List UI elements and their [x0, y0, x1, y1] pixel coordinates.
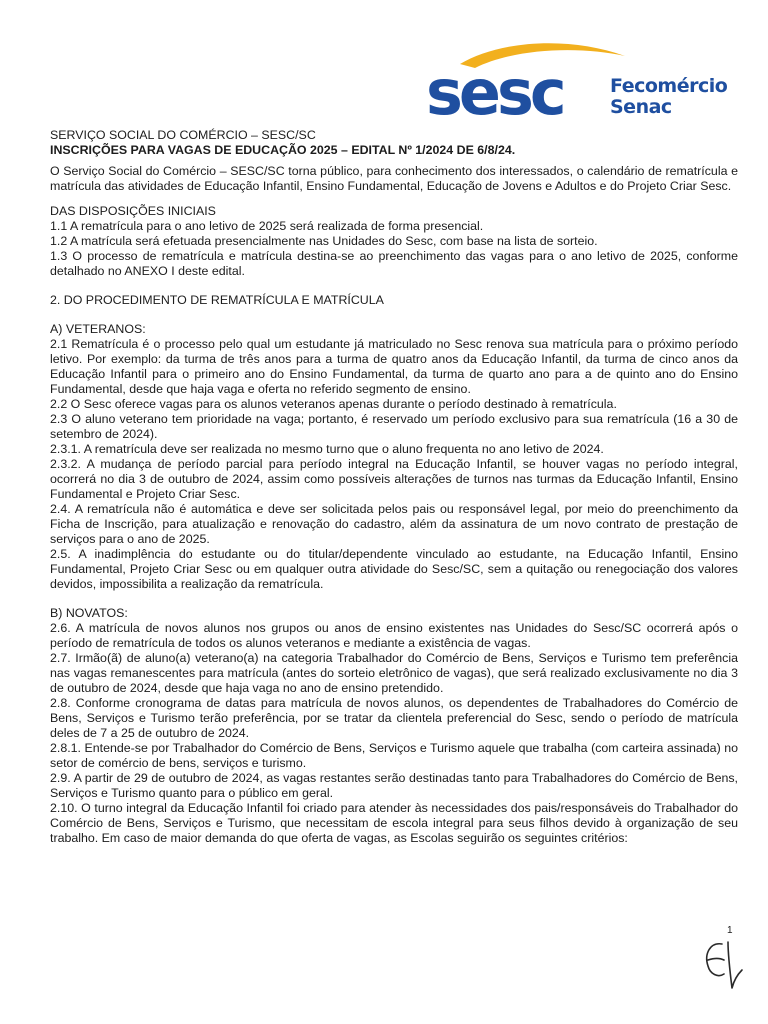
- sesc-fecomercio-senac-logo: [420, 34, 750, 129]
- veteranos-item: 2.3.2. A mudança de período parcial para período integral na Educação Infantil, se houver vagas no período integral, ocorrerá no dia 3 de outubro de 2024, assim como possíveis alterações de turnos nas turmas da Educação Infantil, Ensino Fundamental e Projeto Criar Sesc.: [50, 457, 738, 501]
- document-body: [50, 128, 738, 846]
- handwritten-initials-signature: [698, 936, 746, 998]
- novatos-item: 2.6. A matrícula de novos alunos nos grupos ou anos de ensino existentes nas Unidades do Sesc/SC ocorrerá após o período de rematrícula de todos os alunos veteranos e mediante a existência de vagas.: [50, 621, 738, 650]
- veteranos-item: 2.3.1. A rematrícula deve ser realizada no mesmo turno que o aluno frequenta no ano letivo de 2024.: [50, 442, 604, 456]
- novatos-item: 2.9. A partir de 29 de outubro de 2024, as vagas restantes serão destinadas tanto para Trabalhadores do Comércio de Bens, Serviços e Turismo quanto para o público em geral.: [50, 771, 738, 800]
- novatos-title: B) NOVATOS:: [50, 606, 128, 620]
- novatos-item: 2.8.1. Entende-se por Trabalhador do Comércio de Bens, Serviços e Turismo aquele que trabalha (com carteira assinada) no setor de comércio de bens, serviços e turismo.: [50, 741, 738, 770]
- logo-sesc-text: sesc: [426, 56, 563, 129]
- header-line-2: INSCRIÇÕES PARA VAGAS DE EDUCAÇÃO 2025 – EDITAL Nº 1/2024 DE 6/8/24.: [50, 143, 516, 157]
- novatos-item: 2.10. O turno integral da Educação Infantil foi criado para atender às necessidades dos pais/responsáveis do Trabalhador do Comércio de Bens, Serviços e Turismo, que necessitam de escola integral para seus filhos devido à organização de seu trabalho. Em caso de maior demanda do que oferta de vagas, as Escolas seguirão os seguintes critérios:: [50, 801, 738, 845]
- logo-fecomercio: Fecomércio: [610, 75, 728, 97]
- section1-item: 1.3 O processo de rematrícula e matrícula destina-se ao preenchimento das vagas para o ano letivo de 2025, conforme detalhado no ANEXO I deste edital.: [50, 249, 738, 278]
- section2-title: 2. DO PROCEDIMENTO DE REMATRÍCULA E MATRÍCULA: [50, 293, 384, 307]
- veteranos-item: 2.3 O aluno veterano tem prioridade na vaga; portanto, é reservado um período exclusivo para sua rematrícula (16 a 30 de setembro de 2024).: [50, 412, 738, 441]
- veteranos-item: 2.4. A rematrícula não é automática e deve ser solicitada pelos pais ou responsável legal, por meio do preenchimento da Ficha de Inscrição, para atualização e renovação do cadastro, além da assinatura de um novo contrato de prestação de serviços para o ano de 2025.: [50, 502, 738, 546]
- novatos-item: 2.8. Conforme cronograma de datas para matrícula de novos alunos, os dependentes de Trabalhadores do Comércio de Bens, Serviços e Turismo terão preferência, por se tratar da clientela preferencial do Sesc, sendo o período de matrícula deles de 7 a 25 de outubro de 2024.: [50, 696, 738, 740]
- header-line-1: SERVIÇO SOCIAL DO COMÉRCIO – SESC/SC: [50, 128, 316, 142]
- page-number: 1: [727, 925, 733, 936]
- veteranos-title: A) VETERANOS:: [50, 322, 146, 336]
- novatos-item: 2.7. Irmão(ã) de aluno(a) veterano(a) na categoria Trabalhador do Comércio de Bens, Serviços e Turismo tem preferência nas vagas remanescentes para matrícula (antes do sorteio eletrônico de vagas), que será realizado exclusivamente no dia 3 de outubro de 2024, desde que haja vaga no ano de ensino pretendido.: [50, 651, 738, 695]
- section1-item: 1.2 A matrícula será efetuada presencialmente nas Unidades do Sesc, com base na lista de sorteio.: [50, 234, 598, 248]
- veteranos-item: 2.2 O Sesc oferece vagas para os alunos veteranos apenas durante o período destinado à rematrícula.: [50, 397, 617, 411]
- veteranos-item: 2.5. A inadimplência do estudante ou do titular/dependente vinculado ao estudante, na Educação Infantil, Ensino Fundamental, Projeto Criar Sesc ou em qualquer outra atividade do Sesc/SC, sem a quitação ou renegociação dos valores devidos, impossibilita a realização da rematrícula.: [50, 547, 738, 591]
- intro-paragraph: O Serviço Social do Comércio – SESC/SC torna público, para conhecimento dos interessados, o calendário de rematrícula e matrícula das atividades de Educação Infantil, Ensino Fundamental, Educação de Jovens e Adultos e do Projeto Criar Sesc.: [50, 164, 738, 193]
- logo-side-text: [610, 76, 727, 118]
- section1-item: 1.1 A rematrícula para o ano letivo de 2025 será realizada de forma presencial.: [50, 219, 484, 233]
- section1-title: DAS DISPOSIÇÕES INICIAIS: [50, 204, 216, 218]
- logo-senac: Senac: [610, 96, 672, 118]
- veteranos-item: 2.1 Rematrícula é o processo pelo qual um estudante já matriculado no Sesc renova sua matrícula para o próximo período letivo. Por exemplo: da turma de três anos para a turma de quatro anos da Educação Infantil, da turma de cinco anos da Educação Infantil para o primeiro ano do Ensino Fundamental, da turma de quarto ano para a de quinto ano do Ensino Fundamental, desde que haja vaga e oferta no referido segmento de ensino.: [50, 337, 738, 396]
